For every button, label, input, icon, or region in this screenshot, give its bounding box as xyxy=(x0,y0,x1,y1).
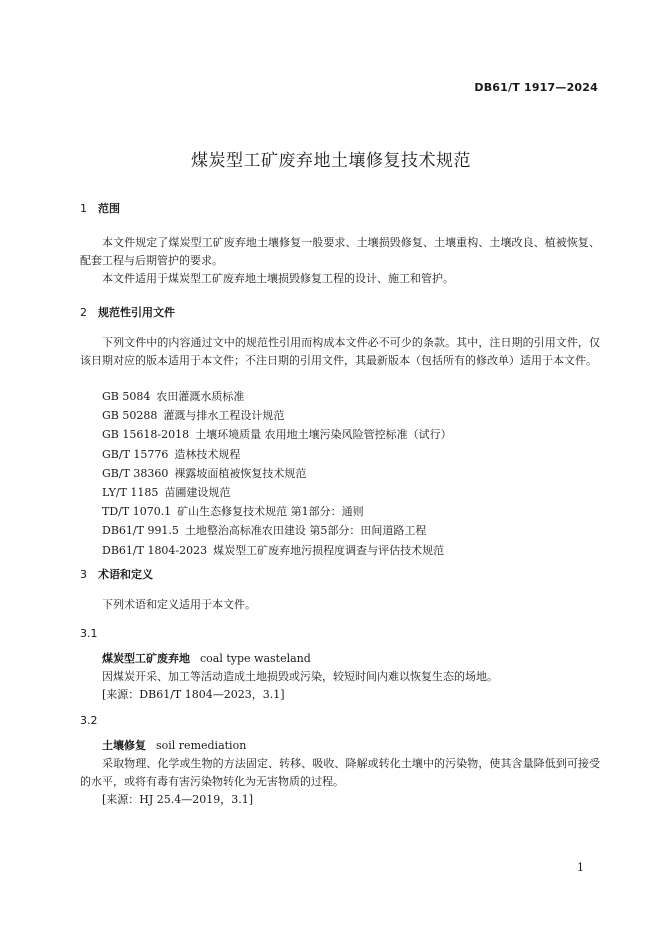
reference-code: DB61/T 1804-2023 xyxy=(102,543,208,557)
reference-name: 造林技术规程 xyxy=(174,447,241,461)
section-2-intro: 下列文件中的内容通过文中的规范性引用而构成本文件必不可少的条款。其中，注日期的引用文件，仅该日期对应的版本适用于本文件；不注日期的引用文件，其最新版本（包括所有的修改单）适用于本文件。 xyxy=(80,336,600,367)
reference-name: 裸露坡面植被恢复技术规范 xyxy=(174,466,307,480)
reference-name: 苗圃建设规范 xyxy=(164,486,231,500)
section-2-number: 2 xyxy=(80,306,87,319)
reference-name: 灌溉与排水工程设计规范 xyxy=(163,409,285,423)
section-2-heading xyxy=(80,304,175,320)
reference-item xyxy=(102,483,452,502)
reference-item xyxy=(102,521,452,540)
section-3-intro: 下列术语和定义适用于本文件。 xyxy=(102,598,256,611)
section-1-heading xyxy=(80,200,120,216)
term-en: coal type wasteland xyxy=(200,652,311,665)
section-3-heading xyxy=(80,566,153,582)
reference-code: TD/T 1070.1 xyxy=(102,505,172,519)
section-3-number: 3 xyxy=(80,568,87,581)
term-3-1-definition: 因煤炭开采、加工等活动造成土地损毁或污染，较短时间内难以恢复生态的场地。 xyxy=(102,670,498,683)
reference-item xyxy=(102,502,452,521)
reference-item xyxy=(102,406,452,425)
term-en: soil remediation xyxy=(156,739,247,752)
reference-code: GB 5084 xyxy=(102,390,151,403)
reference-name: 土壤环境质量 农用地土壤污染风险管控标准（试行） xyxy=(195,428,452,442)
document-title: 煤炭型工矿废弃地土壤修复技术规范 xyxy=(191,151,471,171)
section-1-paragraph-1: 本文件规定了煤炭型工矿废弃地土壤修复一般要求、土壤损毁修复、土壤重构、土壤改良、植被恢复、配套工程与后期管护的要求。 xyxy=(80,236,600,267)
reference-item xyxy=(102,387,452,406)
term-3-1-source: [来源：DB61/T 1804—2023，3.1] xyxy=(102,688,285,701)
reference-code: LY/T 1185 xyxy=(102,486,159,500)
reference-item xyxy=(102,541,452,560)
term-zh: 土壤修复 xyxy=(102,739,146,752)
term-3-2-definition: 采取物理、化学或生物的方法固定、转移、吸收、降解或转化土壤中的污染物，使其含量降低到可接受的水平，或将有毒有害污染物转化为无害物质的过程。 xyxy=(80,757,600,788)
term-3-1-number: 3.1 xyxy=(80,627,98,640)
reference-code: DB61/T 991.5 xyxy=(102,524,179,538)
term-3-2-source: [来源：HJ 25.4—2019，3.1] xyxy=(102,793,254,806)
normative-references-list xyxy=(102,387,452,560)
reference-code: GB 50288 xyxy=(102,409,158,423)
reference-name: 煤炭型工矿废弃地污损程度调查与评估技术规范 xyxy=(213,543,445,557)
section-3-title: 术语和定义 xyxy=(98,568,153,581)
reference-code: GB/T 15776 xyxy=(102,447,169,461)
term-3-1-name xyxy=(102,650,311,668)
reference-item xyxy=(102,445,452,464)
section-1-number: 1 xyxy=(80,202,87,215)
reference-name: 农田灌溉水质标准 xyxy=(156,390,245,403)
reference-name: 土地整治高标准农田建设 第5部分：田间道路工程 xyxy=(184,524,427,538)
reference-name: 矿山生态修复技术规范 第1部分：通则 xyxy=(177,505,364,519)
page-number: 1 xyxy=(577,861,584,874)
section-1-paragraph-2: 本文件适用于煤炭型工矿废弃地土壤损毁修复工程的设计、施工和管护。 xyxy=(102,272,454,285)
reference-code: GB/T 38360 xyxy=(102,466,169,480)
reference-item xyxy=(102,425,452,444)
section-1-title: 范围 xyxy=(98,202,120,215)
term-zh: 煤炭型工矿废弃地 xyxy=(102,652,190,665)
reference-code: GB 15618-2018 xyxy=(102,428,190,442)
term-3-2-number: 3.2 xyxy=(80,714,98,727)
term-3-2-name xyxy=(102,737,246,755)
section-2-title: 规范性引用文件 xyxy=(98,306,175,319)
document-code: DB61/T 1917—2024 xyxy=(474,81,598,94)
reference-item xyxy=(102,464,452,483)
